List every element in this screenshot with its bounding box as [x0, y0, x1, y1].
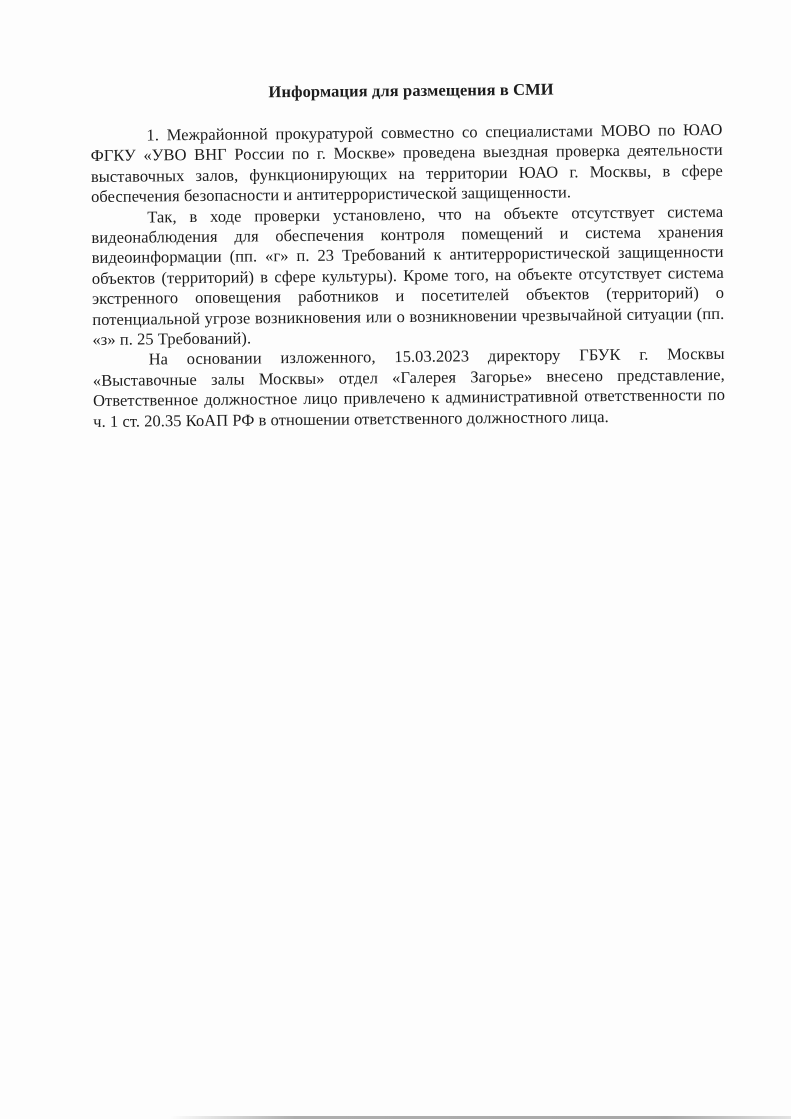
document-title: Информация для размещения в СМИ	[268, 79, 554, 102]
paragraph-2: Так, в ходе проверки установлено, что на объекте отсутствует система видеонаблюдения для обеспечения контроля помещений и система хранения видеоинформации (пп. «г» п. 23 Требований к антитеррористической защищенности объектов (территорий) в сфере культуры). Кроме того, на объекте отсутствует система экстренного оповещения работников и посетителей объектов (территорий) о потенциальной угрозе возникновения или о возникновении чрезвычайной ситуации (пп. «з» п. 25 Требований).	[91, 201, 725, 350]
document-body	[90, 78, 725, 432]
paragraph-3: На основании изложенного, 15.03.2023 директору ГБУК г. Москвы «Выставочные залы Москвы» отдел «Галерея Загорье» внесено представление, Ответственное должностное лицо привлечено к административной ответственности по ч. 1 ст. 20.35 КоАП РФ в отношении ответственного должностного лица.	[92, 344, 726, 431]
paragraph-1: 1. Межрайонной прокуратурой совместно со специалистами МОВО по ЮАО ФГКУ «УВО ВНГ России по г. Москве» проведена выездная проверка деятельности выставочных залов, функционирующих на территории ЮАО г. Москвы, в сфере обеспечения безопасности и антитеррористической защищенности.	[90, 119, 723, 207]
